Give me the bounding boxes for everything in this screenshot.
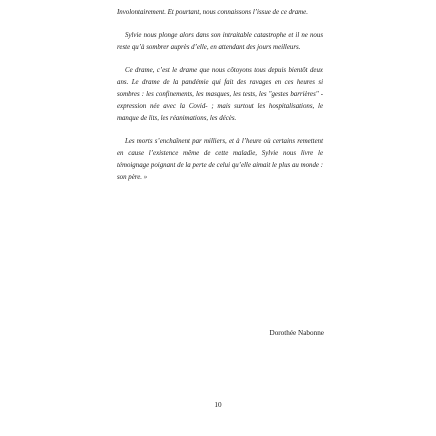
paragraph: Les morts s’enchaînent par milliers, et à l’heure où certains remettent en cause l’existence même de cette maladie, Sylvie nous livre le témoignage poignant de la perte de celui qu’elle aimait le plus au monde : son père. » xyxy=(117,138,323,181)
body-text xyxy=(117,7,323,195)
author-signature: Dorothée Nabonne xyxy=(269,329,324,337)
paragraph: Ce drame, c’est le drame que nous côtoyons tous depuis bientôt deux ans. Le drame de la pandémie qui fait des ravages en ces heures si sombres : les confinements, les masques, les tests, les "gestes barrières" -expression née avec la Covid- ; mais surtout les hospitalisations, le manque de lits, les réanimations, les décès. xyxy=(117,67,323,122)
paragraph: Involontairement. Et pourtant, nous connaissons l’issue de ce drame. xyxy=(117,9,308,16)
page-number: 10 xyxy=(214,401,222,409)
paragraph: Sylvie nous plonge alors dans son intraitable catastrophe et il ne nous reste qu’à sombrer auprès d’elle, en attendant des jours meilleurs. xyxy=(117,32,323,51)
